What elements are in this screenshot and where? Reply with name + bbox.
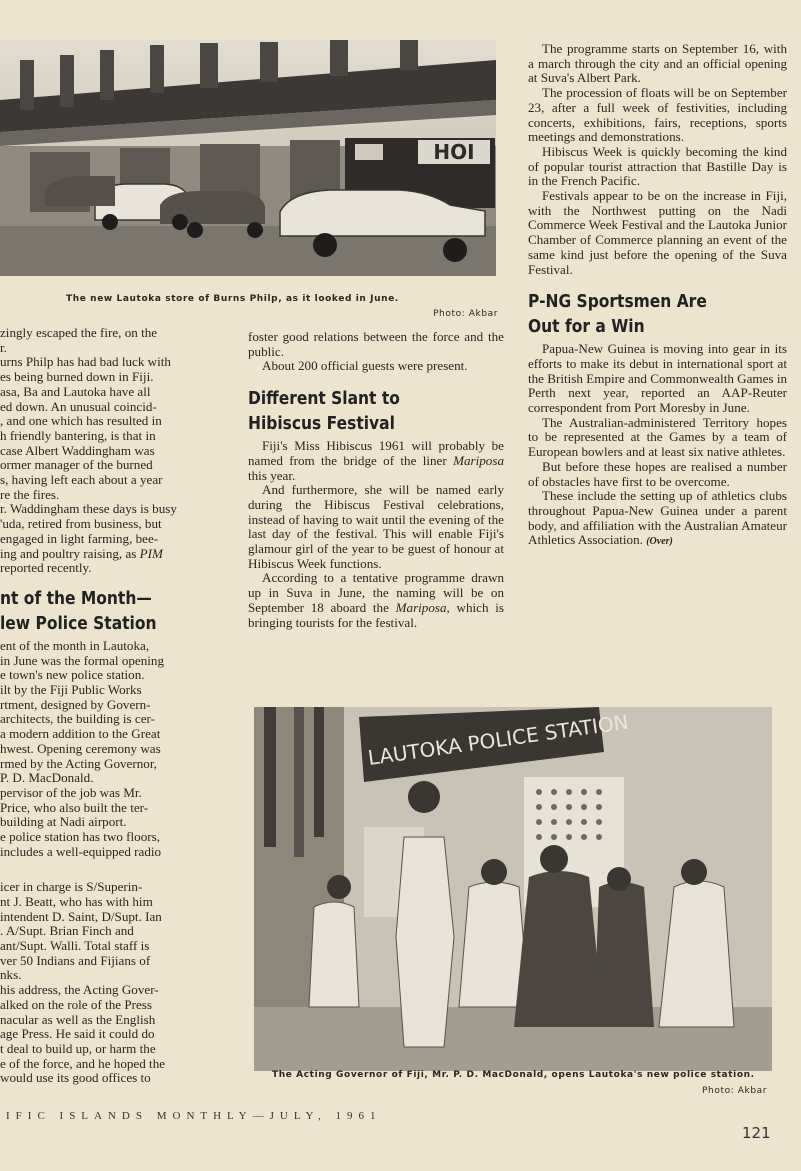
text-run: According to a tentative programme drawn up in Suva in June, the naming will be on September 18 aboard the [248,570,504,615]
text-line: e town's new police station. [0,667,145,683]
paragraph: About 200 official guests were present. [262,358,468,374]
photo-bottom-caption: The Acting Governor of Fiji, Mr. P. D. MacDonald, opens Lautoka's new police station. [272,1070,755,1080]
text-line: r. [0,339,7,355]
text-line: a modern addition to the Great [0,726,161,742]
text-line: . A/Supt. Brian Finch and [0,923,134,939]
text-line: 'uda, retired from business, but [0,516,162,532]
text-line: Price, who also built the ter- [0,799,149,815]
text-line: ver 50 Indians and Fijians of [0,952,151,968]
text-line: ormer manager of the burned [0,457,153,473]
heading-hibiscus-1: Different Slant to [248,388,400,410]
footer-masthead: IFIC ISLANDS MONTHLY—JULY, 1961 [6,1110,382,1122]
heading-hibiscus-2: Hibiscus Festival [248,413,395,435]
text-line: zingly escaped the fire, on the [0,325,158,340]
paragraph: But before these hopes are realised a number of obstacles have first to be overcome. [528,458,787,489]
text-line: case Albert Waddingham was [0,442,155,458]
text-line: rtment, designed by Govern- [0,696,151,712]
text-run: Fiji's Miss Hibiscus 1961 will probably be named from the bridge of the liner [248,438,504,468]
ship-name: Mariposa, [395,599,450,615]
text-line: e police station has two floors, [0,829,161,845]
column-3 [528,42,787,550]
text-run: These include the setting up of athletics clubs throughout Papua-New Guinea under a parent body, and affiliation with the Australian Amateur Athletics Association. [528,488,787,548]
text-line: h friendly bantering, is that in [0,427,156,443]
text-line: nt J. Beatt, who has with him [0,893,153,909]
ship-name: Mariposa [453,452,504,468]
text-line: , and one which has resulted in [0,413,162,429]
text-line: age Press. He said it could do [0,1026,155,1042]
text-run: this year. [248,467,296,483]
text-line: re the fires. [0,486,60,502]
column-1 [0,326,228,1086]
text-line: in June was the formal opening [0,652,164,668]
photo-police-station-opening [254,707,772,1071]
paragraph: And furthermore, she will be named early during the Hibiscus Festival celebrations, instead of having to wait until the evening of the last day of the festival. This will enable Fiji's glamour girl of the year to be guest of honour at Hibiscus Week functions. [248,482,504,571]
text-line: ant/Supt. Walli. Total staff is [0,938,150,953]
text-line: building at Nadi airport. [0,814,127,830]
continued-marker: (Over) [646,536,673,548]
text-line: nks. [0,967,22,983]
paragraph: The programme starts on September 16, with a march through the city and an official opening at Suva's Albert Park. [528,41,787,86]
paragraph: Hibiscus Week is quickly becoming the kind of popular tourist attraction that Bastille Day is in the French Pacific. [528,143,787,189]
text-line: t deal to build up, or harm the [0,1040,156,1056]
text-line: his address, the Acting Gover- [0,982,159,998]
paragraph: The Australian-administered Territory hopes to be represented at the Games by a team of European bowlers and at least six native athletes. [528,414,787,460]
paragraph [528,489,787,550]
text-line: es being burned down in Fiji. [0,369,154,385]
paragraph: foster good relations between the force and the public. [248,329,504,359]
photo-top-credit: Photo: Akbar [433,309,499,319]
heading-police-station-1: nt of the Month— [0,587,152,609]
text-line: e of the force, and he hoped the [0,1055,166,1071]
text-line: ed down. An unusual coincid- [0,398,157,414]
text-line: r. Waddingham these days is busy [0,501,177,517]
text-line: engaged in light farming, bee- [0,530,159,546]
paragraph: The procession of floats will be on September 23, after a full week of festivities, including concerts, exhibitions, fairs, receptions, sports meetings and demonstrations. [528,85,787,145]
text-line: ilt by the Fiji Public Works [0,682,142,698]
text-run: which is bringing tourists for the festival. [248,599,504,630]
text-line: urns Philp has had bad luck with [0,354,171,370]
text-line: asa, Ba and Lautoka have all [0,383,151,399]
paragraph [248,571,504,630]
photo-top-caption: The new Lautoka store of Burns Philp, as it looked in June. [66,294,399,304]
text-line: architects, the building is cer- [0,711,155,727]
text-line: nacular as well as the English [0,1011,156,1027]
publication-name: PIM [139,545,163,561]
text-line: includes a well-equipped radio [0,843,162,859]
text-line: s, having left each about a year [0,472,163,488]
heading-png-sportsmen-1: P-NG Sportsmen Are [528,291,707,313]
text-line: ent of the month in Lautoka, [0,637,150,653]
heading-police-station-2: lew Police Station [0,612,157,634]
photo-burns-philp-store [0,40,496,276]
text-line: pervisor of the job was Mr. [0,784,142,800]
text-line: alked on the role of the Press [0,996,152,1012]
text-line: ing and poultry raising, as [0,545,140,561]
heading-png-sportsmen-2: Out for a Win [528,316,645,338]
text-line: icer in charge is S/Superin- [0,879,143,895]
text-line: would use its good offices to [0,1070,151,1086]
paragraph [248,439,504,483]
paragraph: Papua-New Guinea is moving into gear in its efforts to make its debut in international sport at the British Empire and Commonwealth Games in Perth next year, reported an AAP-Reuter correspondent from Port Moresby in June. [528,341,787,416]
text-line: P. D. MacDonald. [0,770,94,786]
paragraph: Festivals appear to be on the increase in Fiji, with the Northwest putting on the Nadi Commerce Week Festival and the Lautoka Junior Chamber of Commerce planning an event of the same kind just before the opening of the Suva Festival. [528,188,787,277]
column-2 [248,330,504,630]
police-station-sign: LAUTOKA POLICE STATION [366,709,630,770]
text-line: reported recently. [0,560,92,576]
text-line: intendent D. Saint, D/Supt. Ian [0,908,162,924]
text-line: hwest. Opening ceremony was [0,740,161,756]
photo-bottom-credit: Photo: Akbar [702,1086,768,1096]
page-number: 121 [742,1124,771,1142]
svg-text:HOI: HOI [433,140,475,164]
text-line: rmed by the Acting Governor, [0,755,157,771]
